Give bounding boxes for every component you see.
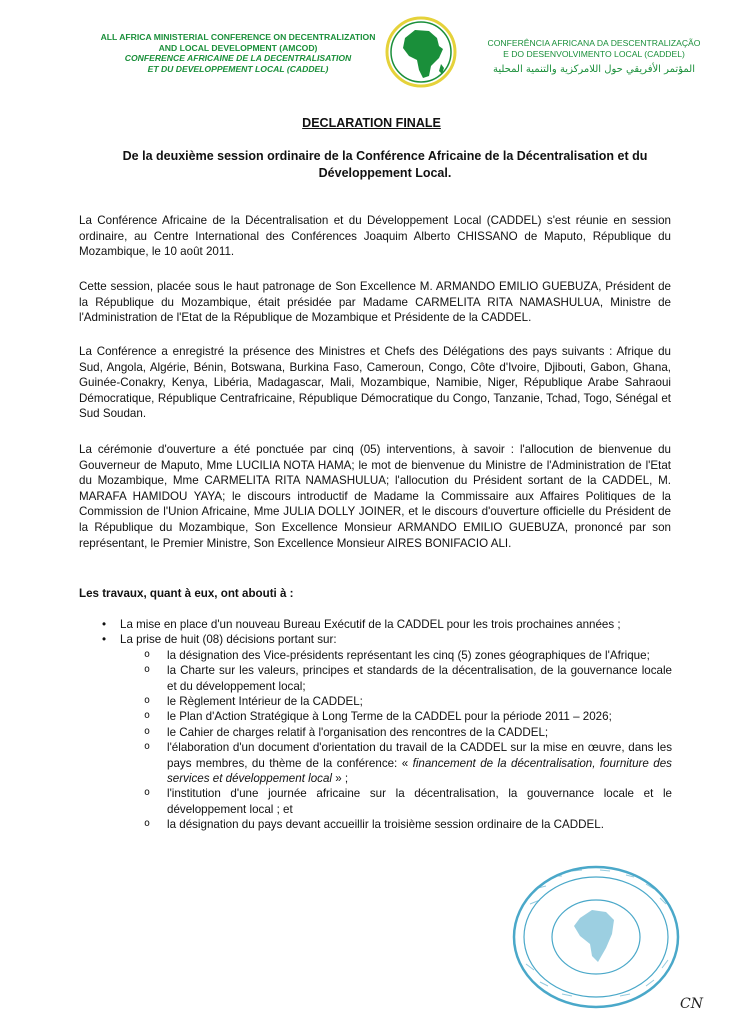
works-heading: Les travaux, quant à eux, ont abouti à : (79, 587, 294, 600)
decision-item (142, 740, 672, 786)
paragraph-session-meeting: La Conférence Africaine de la Décentralisation et du Développement Local (CADDEL) s'est réunie en session ordinaire, au Centre International des Conférences Joaquim Alberto CHISSANO de Maputo, République du Mozambique, le 10 août 2011. (79, 214, 671, 259)
header-left-org-names (88, 32, 388, 74)
list-item (100, 617, 672, 632)
header-pt-line1: CONFERÊNCIA AFRICANA DA DESCENTRALIZAÇÃO (487, 38, 701, 48)
decision-item: o la désignation du pays devant accueillir la troisième session ordinaire de la CADDEL. (142, 817, 672, 832)
header-en-line2: AND LOCAL DEVELOPMENT (AMCOD) (158, 42, 318, 53)
decision-item: o le Cahier de charges relatif à l'organisation des rencontres de la CADDEL; (142, 725, 672, 740)
outcomes-list (100, 617, 672, 833)
paragraph-attendance: La Conférence a enregistré la présence des Ministres et Chefs des Délégations des pays suivants : Afrique du Sud, Angola, Algérie, Bénin, Botswana, Burkina Faso, Cameroun, Congo, Côte d'Ivoire, Djibouti, Gabon, Ghana, Guinée-Conakry, Kenya, Libéria, Madagascar, Mali, Mozambique, Namibie, Niger, République Arabe Sahraoui Démocratique, République Centrafricaine, République Démocratique du Congo, Tanzanie, Tchad, Togo, Sénégal et Sud Soudan. (79, 345, 671, 421)
decision-item: o la Charte sur les valeurs, principes et standards de la décentralisation, de la gouvernance locale et du développement local; (142, 663, 672, 694)
header-fr-line2: ET DU DEVELOPPEMENT LOCAL (CADDEL) (147, 63, 329, 74)
bullet-executive-bureau: La mise en place d'un nouveau Bureau Exécutif de la CADDEL pour les trois prochaines années ; (120, 618, 621, 631)
document-subtitle: De la deuxième session ordinaire de la Conférence Africaine de la Décentralisation et du Développement Local. (122, 149, 648, 180)
header-right-org-names (470, 38, 718, 76)
decision-item: o la désignation des Vice-présidents représentant les cinq (5) zones géographiques de l'Afrique; (142, 648, 672, 663)
decisions-list (120, 648, 672, 833)
header-arabic-name: المؤتمر الأفريقي حول اللامركزية والتنمية المحلية (492, 64, 695, 75)
bullet-decisions: La prise de huit (08) décisions portant sur: (120, 633, 337, 647)
header-pt-line2: E DO DESENVOLVIMENTO LOCAL (CADDEL) (503, 48, 685, 59)
list-item (100, 632, 672, 832)
decision-item: o le Règlement Intérieur de la CADDEL; (142, 694, 672, 709)
header-en-line1: ALL AFRICA MINISTERIAL CONFERENCE ON DECENTRALIZATION (100, 32, 376, 42)
decision6-prefix: l'élaboration d'un document d'orientation du travail de la CADDEL sur la mise en œuvre, dans les pays membres, du thème de la conférence: « (167, 741, 672, 770)
paragraph-patronage: Cette session, placée sous le haut patronage de Son Excellence M. ARMANDO EMILIO GUEBUZA, Président de la République du Mozambique, était présidée par Madame CARMELITA RITA NAMASHULUA, Ministre de l'Administration de l'Etat de la République de Mozambique et Présidente de la CADDEL. (79, 280, 671, 325)
document-title: DECLARATION FINALE (302, 116, 441, 130)
paragraph-opening-ceremony: La cérémonie d'ouverture a été ponctuée par cinq (05) interventions, à savoir : l'allocution de bienvenue du Gouverneur de Maputo, Mme LUCILIA NOTA HAMA; le mot de bienvenue du Ministre de l'Administration de l'Etat du Mozambique, Mme CARMELITA RITA NAMASHULUA; l'allocution du Président sortant de la CADDEL, M. MARAFA HAMIDOU YAYA; le discours introductif de Madame la Commissaire aux Affaires Politiques de la Commission de l'Union Africaine, Mme JULIA DOLLY JOINER, et le discours d'ouverture officielle du Président de la République du Mozambique, Son Excellence Monsieur ARMANDO EMILIO GUEBUZA, prononcé par son représentant, le Premier Ministre, Son Excellence Monsieur AIRES BONIFACIO ALI. (79, 443, 671, 550)
africa-map-logo-icon (385, 16, 457, 88)
decision6-theme: financement de la décentralisation, fourniture des services et développement local (167, 756, 672, 786)
decision6-suffix: » ; (331, 772, 349, 786)
decision-item: o le Plan d'Action Stratégique à Long Terme de la CADDEL pour la période 2011 – 2026; (142, 709, 672, 724)
initials-signature: CN (680, 996, 703, 1012)
header-fr-line1: CONFERENCE AFRICAINE DE LA DECENTRALISATION (124, 53, 352, 63)
decision-item: o l'institution d'une journée africaine sur la décentralisation, la gouvernance locale et le développement local ; et (142, 786, 672, 817)
official-seal-stamp-icon (510, 864, 682, 1010)
